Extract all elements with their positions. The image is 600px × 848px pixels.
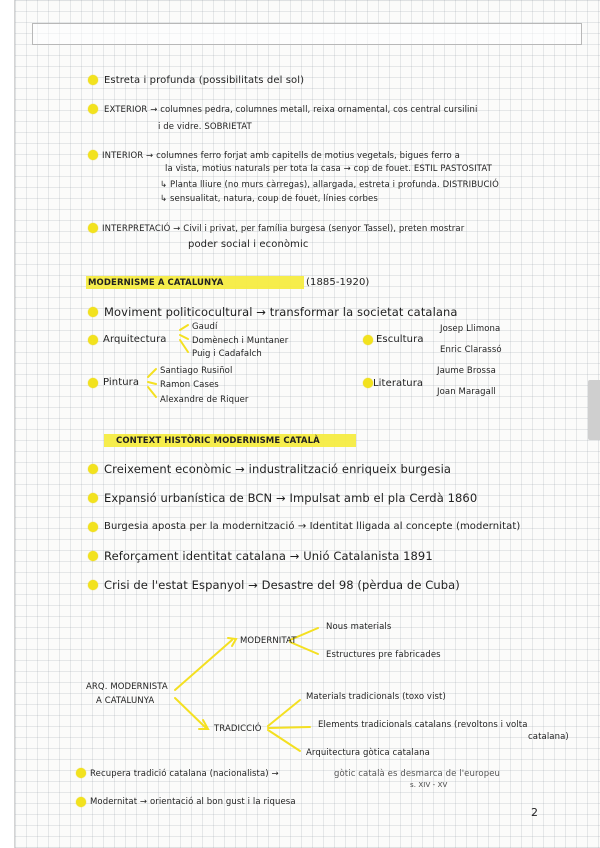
diagram-arquitectura-gotica: Arquitectura gòtica catalana bbox=[306, 748, 430, 758]
name-maragall: Joan Maragall bbox=[437, 387, 496, 397]
note-exterior-1: EXTERIOR → columnes pedra, columnes metall, reixa ornamental, cos central cursilini bbox=[104, 105, 478, 115]
note-segles: s. XIV - XV bbox=[410, 781, 448, 789]
note-recupera: Recupera tradició catalana (nacionalista) → bbox=[90, 769, 279, 779]
context-item-5: Crisi de l'estat Espanyol → Desastre del 98 (pèrdua de Cuba) bbox=[104, 578, 460, 592]
label-escultura: Escultura bbox=[376, 334, 424, 345]
note-interpretacio-2: poder social i econòmic bbox=[188, 239, 309, 250]
page-number: 2 bbox=[531, 806, 538, 819]
label-literatura: Literatura bbox=[373, 378, 424, 389]
label-arquitectura: Arquitectura bbox=[103, 334, 167, 345]
context-item-1: Creixement econòmic → industralització enriqueix burgesia bbox=[104, 462, 452, 476]
bullet-dot bbox=[76, 797, 86, 807]
name-domenech: Domènech i Muntaner bbox=[192, 336, 289, 346]
note-interpretacio-1: INTERPRETACIÓ → Civil i privat, per família burgesa (senyor Tassel), preten mostrar bbox=[102, 224, 465, 234]
diagram-materials-tradicionals: Materials tradicionals (toxo vist) bbox=[306, 692, 446, 702]
note-interior-3: ↳ Planta lliure (no murs càrregas), allargada, estreta i profunda. DISTRIBUCIÓ bbox=[160, 180, 499, 190]
diagram-tradicio: TRADICCIÓ bbox=[214, 724, 262, 734]
diagram-elements-tradicionals-2: catalana) bbox=[528, 732, 569, 742]
diagram-estructures: Estructures pre fabricades bbox=[326, 650, 441, 660]
label-pintura: Pintura bbox=[103, 377, 140, 388]
note-exterior-2: i de vidre. SOBRIETAT bbox=[158, 122, 252, 132]
name-riquer: Alexandre de Riquer bbox=[160, 395, 249, 405]
name-casas: Ramon Cases bbox=[160, 380, 219, 390]
note-gotic: gòtic català es desmarca de l'europeu bbox=[334, 769, 501, 779]
note-moviment: Moviment politicocultural → transformar la societat catalana bbox=[104, 305, 458, 319]
diagram-elements-tradicionals: Elements tradicionals catalans (revoltons i volta bbox=[318, 720, 528, 730]
name-clarasso: Enric Clarassó bbox=[440, 345, 502, 355]
context-item-3: Burgesia aposta per la modernització → Identitat lligada al concepte (modernitat) bbox=[104, 521, 521, 532]
section-dates: (1885-1920) bbox=[306, 277, 370, 288]
diagram-root-line-1: ARQ. MODERNISTA bbox=[86, 682, 168, 692]
section-title-context: CONTEXT HISTÒRIC MODERNISME CATALÀ bbox=[116, 436, 320, 446]
diagram-nous-materials: Nous materials bbox=[326, 622, 392, 632]
context-item-4: Reforçament identitat catalana → Unió Catalanista 1891 bbox=[104, 549, 433, 563]
section-title-modernisme: MODERNISME A CATALUNYA bbox=[88, 278, 224, 288]
name-rusinol: Santiago Rusiñol bbox=[160, 366, 233, 376]
diagram-root-line-2: A CATALUNYA bbox=[96, 696, 155, 706]
note-interior-1: INTERIOR → columnes ferro forjat amb capitells de motius vegetals, bigues ferro a bbox=[102, 151, 460, 161]
name-gaudi: Gaudí bbox=[192, 322, 218, 332]
name-brossa: Jaume Brossa bbox=[437, 366, 496, 376]
note-modernitat: Modernitat → orientació al bon gust i la riquesa bbox=[90, 797, 296, 807]
context-item-2: Expansió urbanística de BCN → Impulsat amb el pla Cerdà 1860 bbox=[104, 491, 478, 505]
bullet-dot bbox=[76, 768, 86, 778]
note-interior-4: ↳ sensualitat, natura, coup de fouet, línies corbes bbox=[160, 194, 378, 204]
note-estreta: Estreta i profunda (possibilitats del sol) bbox=[104, 75, 305, 86]
name-puig: Puig i Cadafalch bbox=[192, 349, 262, 359]
name-llimona: Josep Llimona bbox=[440, 324, 501, 334]
note-interior-2: la vista, motius naturals per tota la casa → cop de fouet. ESTIL PASTOSITAT bbox=[165, 164, 492, 174]
diagram-modernitat: MODERNITAT bbox=[240, 636, 297, 646]
